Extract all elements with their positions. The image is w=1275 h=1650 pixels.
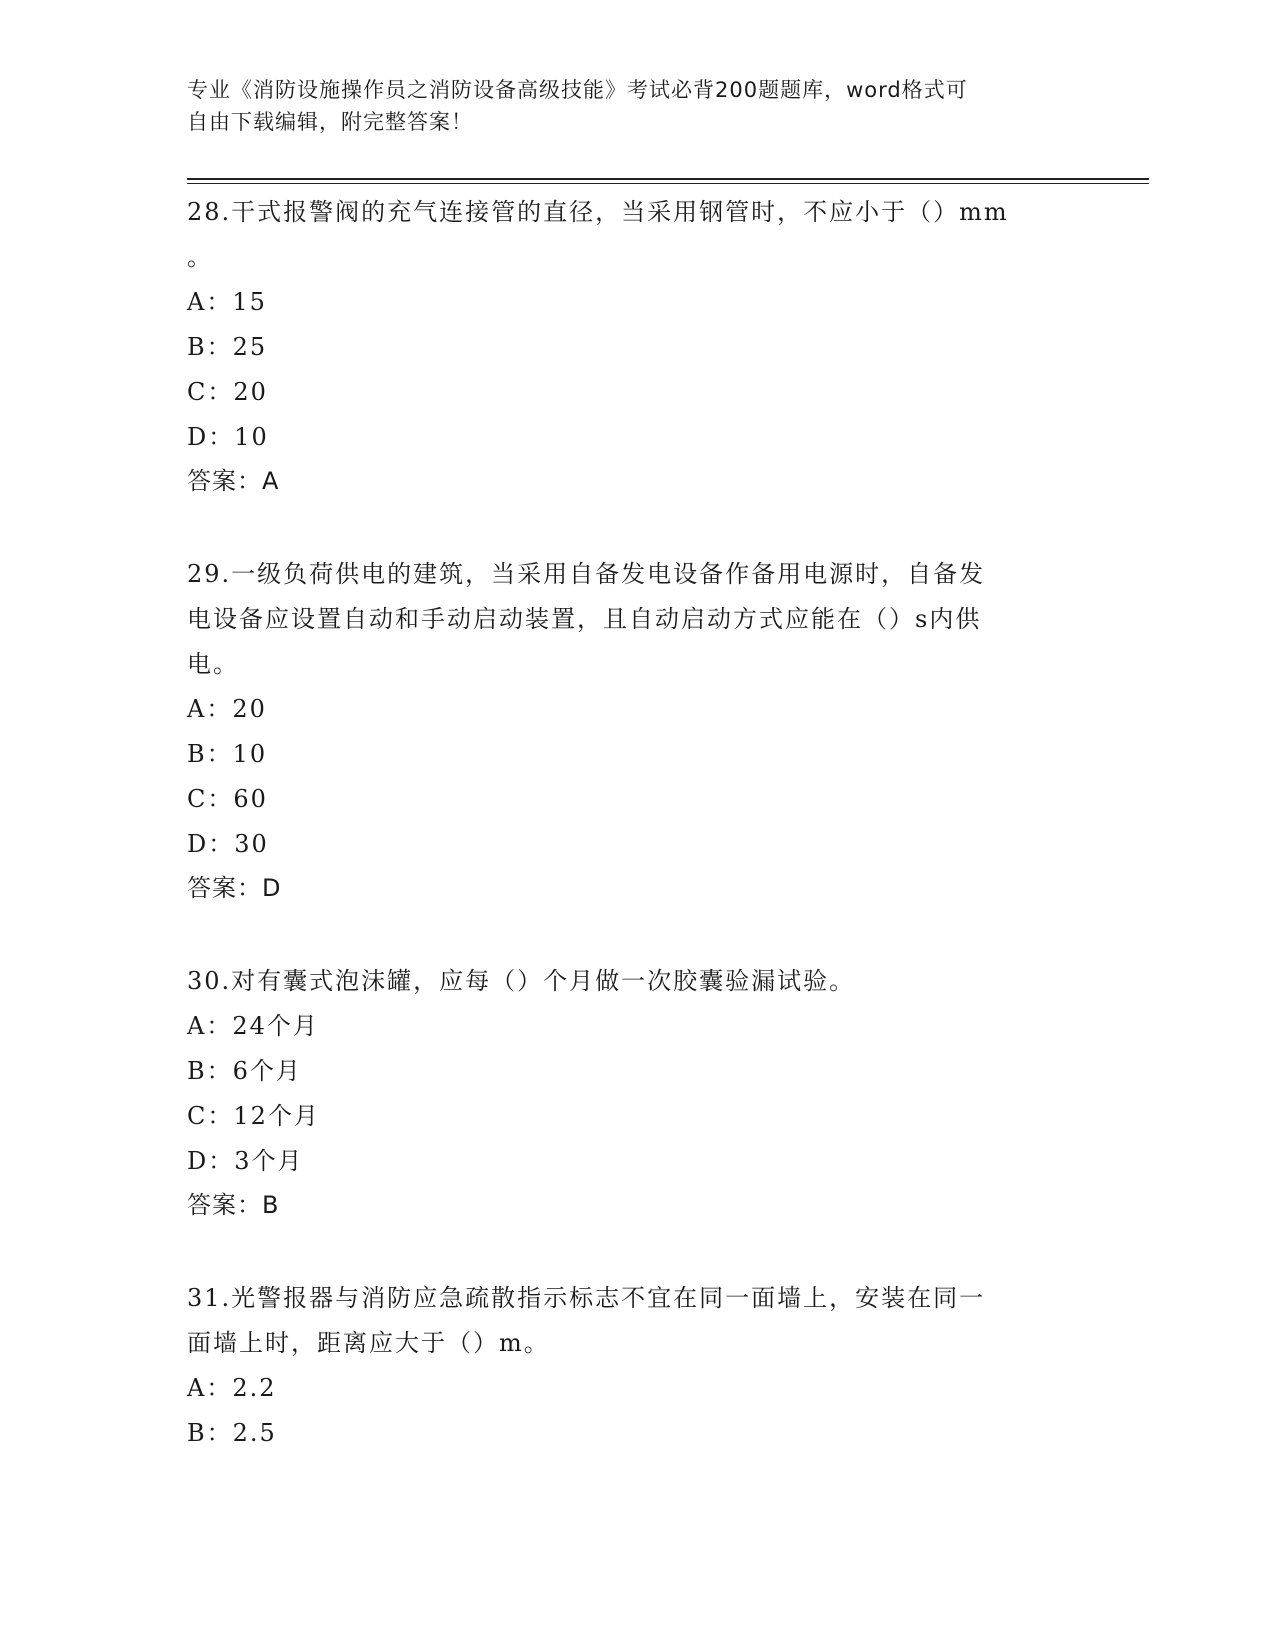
option-c: C：20 <box>187 378 268 406</box>
option-c: C：60 <box>187 785 268 813</box>
question-text-line: 。 <box>187 243 213 271</box>
option-a: A：2.2 <box>187 1374 277 1402</box>
question-list <box>187 190 1087 1456</box>
header-line-1: 专业《消防设施操作员之消防设备高级技能》考试必背200题题库，word格式可 <box>187 78 968 102</box>
question-text-line: 30.对有囊式泡沫罐，应每（）个月做一次胶囊验漏试验。 <box>187 967 856 995</box>
option-b: B：10 <box>187 740 268 768</box>
question-text-line: 面墙上时，距离应大于（）m。 <box>187 1329 550 1357</box>
header-rule-thick <box>187 178 1149 180</box>
header-line-2: 自由下载编辑，附完整答案！ <box>187 110 473 134</box>
question-28 <box>187 190 1087 503</box>
option-b: B：25 <box>187 333 268 361</box>
option-d: D：10 <box>187 423 269 451</box>
header-rule-thin <box>187 183 1149 184</box>
option-a: A：24个月 <box>187 1012 319 1040</box>
question-text-line: 28.干式报警阀的充气连接管的直径，当采用钢管时，不应小于（）mm <box>187 198 1009 226</box>
question-text-line: 31.光警报器与消防应急疏散指示标志不宜在同一面墙上，安装在同一 <box>187 1284 986 1312</box>
question-text-line: 29.一级负荷供电的建筑，当采用自备发电设备作备用电源时，自备发 <box>187 560 986 588</box>
option-b: B：2.5 <box>187 1419 277 1447</box>
option-b: B：6个月 <box>187 1057 302 1085</box>
question-text-line: 电。 <box>187 650 239 678</box>
option-a: A：20 <box>187 695 267 723</box>
option-d: D：30 <box>187 830 269 858</box>
answer-label: 答案：B <box>187 1191 280 1219</box>
answer-label: 答案：D <box>187 874 282 902</box>
question-31 <box>187 1276 1087 1456</box>
option-d: D：3个月 <box>187 1147 304 1175</box>
document-header <box>187 74 1077 138</box>
question-text-line: 电设备应设置自动和手动启动装置，且自动启动方式应能在（）s内供 <box>187 605 982 633</box>
question-29 <box>187 552 1087 910</box>
option-c: C：12个月 <box>187 1102 320 1130</box>
option-a: A：15 <box>187 288 267 316</box>
answer-label: 答案：A <box>187 467 280 495</box>
question-30 <box>187 959 1087 1227</box>
